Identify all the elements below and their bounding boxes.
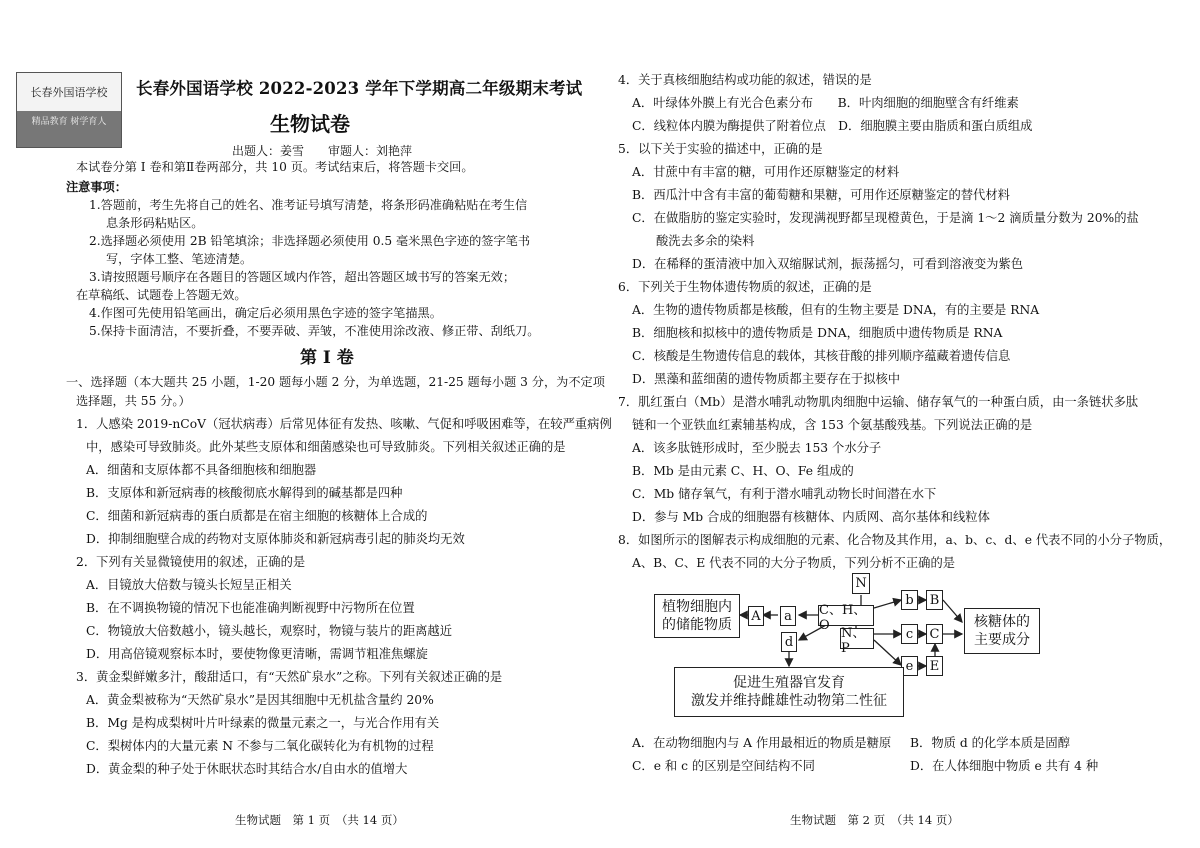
element-compound-diagram	[646, 570, 1046, 720]
option-line: C．线粒体内膜为酶提供了附着位点 D．细胞膜主要由脂质和蛋白质组成	[632, 119, 1033, 133]
small-molecule-a: a	[780, 606, 796, 626]
option-line: B．在不调换物镜的情况下也能准确判断视野中污物所在位置	[86, 601, 415, 615]
option-line: B．西瓜汁中含有丰富的葡萄糖和果糖，可用作还原糖鉴定的替代材料	[632, 188, 1010, 202]
option-line: D．用高倍镜观察标本时，要使物像更清晰，需调节粗准焦螺旋	[86, 647, 428, 661]
small-molecule-c: c	[901, 624, 918, 644]
school-logo	[16, 72, 122, 148]
section-description: 一、选择题（本大题共 25 小题，1-20 题每小题 2 分，为单选题，21-25 题每小题 3 分，为不定项	[66, 375, 605, 389]
note-line: 息条形码粘贴区。	[106, 216, 204, 230]
element-n-box: N	[852, 573, 870, 594]
option-line: A．目镜放大倍数与镜头长短呈正相关	[86, 578, 292, 592]
question-stem: 3．黄金梨鲜嫩多汁，酸甜适口，有“天然矿泉水”之称。下列有关叙述正确的是	[76, 670, 503, 684]
exam-title: 长春外国语学校 2022-2023 学年下学期高二年级期末考试	[136, 79, 583, 98]
option-line: A．生物的遗传物质都是核酸，但有的生物主要是 DNA，有的主要是 RNA	[632, 303, 1040, 317]
note-line: 写，字体工整、笔迹清楚。	[106, 252, 253, 266]
option-line: C．e 和 c 的区别是空间结构不同	[632, 759, 815, 773]
option-line: D．在人体细胞中物质 e 共有 4 种	[910, 759, 1099, 773]
hormone-function-box: 促进生殖器官发育 激发并维持雌雄性动物第二性征	[674, 667, 904, 717]
option-line: D．黑藻和蓝细菌的遗传物质都主要存在于拟核中	[632, 372, 901, 386]
macromolecule-B: B	[926, 590, 943, 610]
note-line: 5.保持卡面清洁，不要折叠，不要弄破、弄皱，不准使用涂改液、修正带、刮纸刀。	[89, 324, 540, 338]
section-title: 第 I 卷	[300, 348, 354, 368]
option-line: A．细菌和支原体都不具备细胞核和细胞器	[86, 463, 317, 477]
subject-title: 生物试卷	[270, 112, 350, 136]
option-line: B．Mb 是由元素 C、H、O、Fe 组成的	[632, 464, 854, 478]
macromolecule-E: E	[926, 656, 943, 676]
option-line: C．Mb 储存氧气，有利于潜水哺乳动物长时间潜在水下	[632, 487, 937, 501]
option-line: A．在动物细胞内与 A 作用最相近的物质是糖原	[632, 736, 892, 750]
question-stem: 2．下列有关显微镜使用的叙述，正确的是	[76, 555, 306, 569]
small-molecule-e: e	[901, 656, 918, 676]
note-line: 2.选择题必须使用 2B 铅笔填涂；非选择题必须使用 0.5 毫米黑色字迹的签字笔书	[89, 234, 531, 248]
small-molecule-b: b	[901, 590, 918, 610]
option-line: C．物镜放大倍数越小，镜头越长，观察时，物镜与装片的距离越近	[86, 624, 453, 638]
option-line: C．在做脂肪的鉴定实验时，发现满视野都呈现橙黄色，于是滴 1～2 滴质量分数为 20%的盐	[632, 211, 1139, 225]
page-footer: 生物试题 第 2 页 （共 14 页）	[790, 813, 959, 827]
option-line: A．叶绿体外膜上有光合色素分布 B．叶肉细胞的细胞壁含有纤维素	[632, 96, 1019, 110]
option-line: D．在稀释的蛋清液中加入双缩脲试剂，振荡摇匀，可看到溶液变为紫色	[632, 257, 1024, 271]
option-line: A．该多肽链形成时，至少脱去 153 个水分子	[632, 441, 882, 455]
option-line: D．黄金梨的种子处于休眠状态时其结合水/自由水的值增大	[86, 762, 408, 776]
elements-np-box: N、P	[840, 628, 874, 649]
note-line: 1.答题前，考生先将自己的姓名、准考证号填写清楚，将条形码准确粘贴在考生信	[89, 198, 528, 212]
note-line: 3.请按照题号顺序在各题目的答题区域内作答，超出答题区域书写的答案无效；	[89, 270, 516, 284]
ribosome-component-box: 核糖体的 主要成分	[964, 608, 1040, 654]
notes-title: 注意事项：	[66, 180, 127, 194]
macromolecule-C: C	[926, 624, 943, 644]
authors-line: 出题人：姜雪 审题人：刘艳萍	[232, 144, 413, 158]
question-stem: 8．如图所示的图解表示构成细胞的元素、化合物及其作用，a、b、c、d、e 代表不同的小分子物质，	[618, 533, 1172, 547]
option-line: A．黄金梨被称为“天然矿泉水”是因其细胞中无机盐含量约 20%	[86, 693, 434, 707]
section-description: 选择题，共 55 分。）	[76, 394, 191, 408]
option-line: C．核酸是生物遗传信息的载体，其核苷酸的排列顺序蕴藏着遗传信息	[632, 349, 1011, 363]
option-line: C．梨树体内的大量元素 N 不参与二氧化碳转化为有机物的过程	[86, 739, 434, 753]
question-stem: 5．以下关于实验的描述中，正确的是	[618, 142, 823, 156]
question-stem: 4．关于真核细胞结构或功能的叙述，错误的是	[618, 73, 872, 87]
note-line: 4.作图可先使用铅笔画出，确定后必须用黑色字迹的签字笔描黑。	[89, 306, 442, 320]
storage-substance-box: 植物细胞内 的储能物质	[654, 594, 740, 638]
question-stem: 链和一个亚铁血红素辅基构成，含 153 个氨基酸残基。下列说法正确的是	[632, 418, 1033, 432]
question-stem: 6．下列关于生物体遗传物质的叙述，正确的是	[618, 280, 872, 294]
question-stem: 中，感染可导致肺炎。此外某些支原体和细菌感染也可导致肺炎。下列相关叙述正确的是	[86, 440, 566, 454]
question-stem: A、B、C、E 代表不同的大分子物质，下列分析不正确的是	[632, 556, 956, 570]
option-line: D．抑制细胞壁合成的药物对支原体肺炎和新冠病毒引起的肺炎均无效	[86, 532, 465, 546]
option-line: B．Mg 是构成梨树叶片叶绿素的微量元素之一，与光合作用有关	[86, 716, 440, 730]
option-line: A．甘蔗中有丰富的糖，可用作还原糖鉴定的材料	[632, 165, 900, 179]
option-line: B．物质 d 的化学本质是固醇	[910, 736, 1070, 750]
option-line: C．细菌和新冠病毒的蛋白质都是在宿主细胞的核糖体上合成的	[86, 509, 428, 523]
option-line: D．参与 Mb 合成的细胞器有核糖体、内质网、高尔基体和线粒体	[632, 510, 990, 524]
option-line: B．支原体和新冠病毒的核酸彻底水解得到的碱基都是四种	[86, 486, 403, 500]
option-line: B．细胞核和拟核中的遗传物质是 DNA，细胞质中遗传物质是 RNA	[632, 326, 1003, 340]
logo-subtext: 精品教育 树学育人	[17, 112, 121, 147]
question-stem: 7．肌红蛋白（Mb）是潜水哺乳动物肌肉细胞中运输、储存氧气的一种蛋白质，由一条链状多肽	[618, 395, 1139, 409]
option-line: 酸洗去多余的染料	[656, 234, 755, 248]
macromolecule-A: A	[748, 606, 764, 626]
elements-cho-box: C、H、O	[818, 605, 874, 626]
small-molecule-d: d	[781, 632, 797, 652]
page-footer: 生物试题 第 1 页 （共 14 页）	[235, 813, 404, 827]
logo-text: 长春外国语学校	[17, 73, 121, 112]
note-line: 在草稿纸、试题卷上答题无效。	[76, 288, 247, 302]
intro-text: 本试卷分第 I 卷和第Ⅱ卷两部分，共 10 页。考试结束后，将答题卡交回。	[76, 160, 474, 174]
question-stem: 1．人感染 2019-nCoV（冠状病毒）后常见体征有发热、咳嗽、气促和呼吸困难等，在较严重病例	[76, 417, 612, 431]
